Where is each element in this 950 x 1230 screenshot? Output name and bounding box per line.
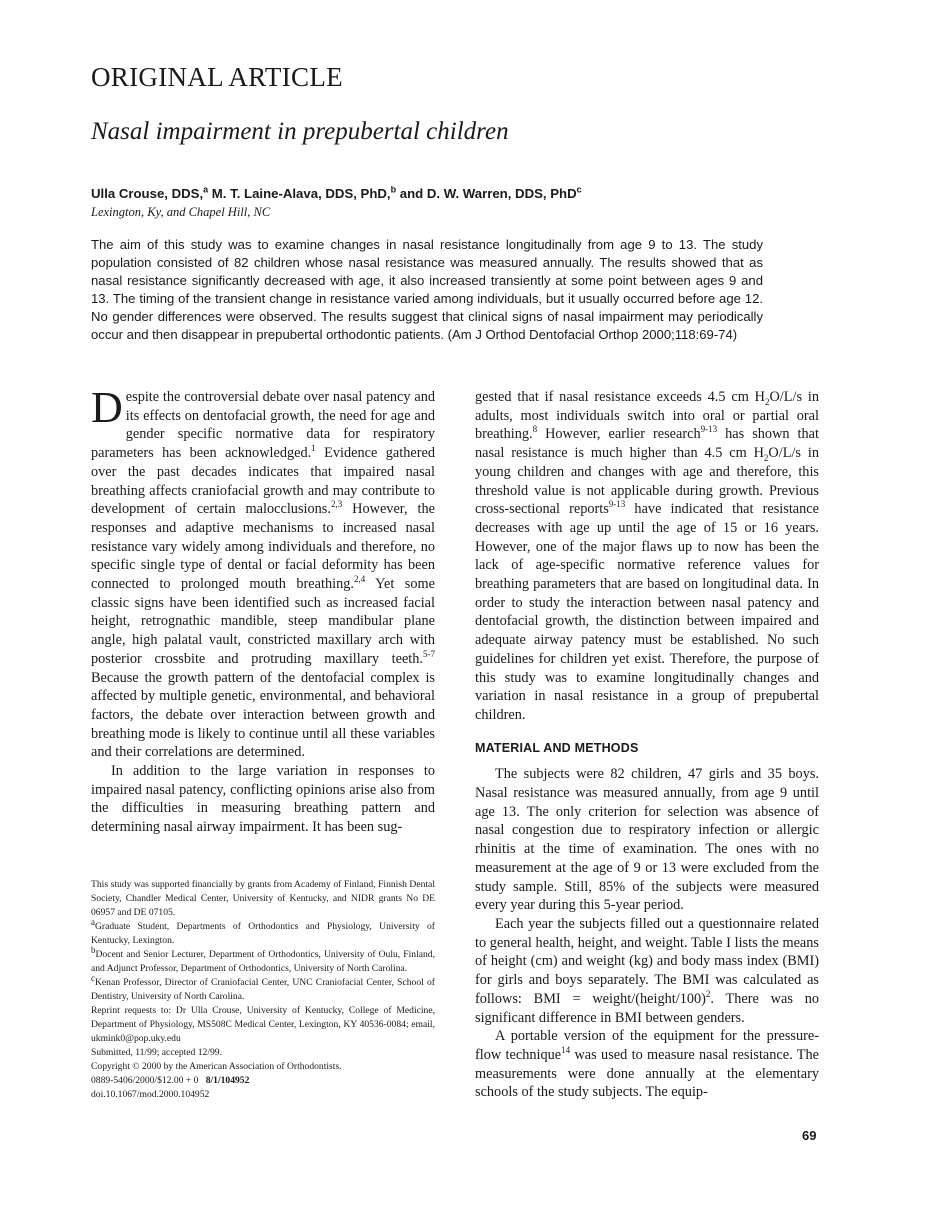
author-name: M. T. Laine-Alava, DDS, PhD, [208,186,391,201]
body-column-left [91,383,435,837]
body-paragraph: In addition to the large variation in responses to impaired nasal patency, conflicting opinions arise also from the difficulties in measuring breathing pattern and determining nasal airway impairment. It has been sug- [91,763,435,836]
author-name: and D. W. Warren, DDS, PhD [396,186,577,201]
author-list [91,186,582,201]
section-label: ORIGINAL ARTICLE [91,62,343,92]
author-mark: a [203,184,209,195]
citation-ref: 14 [561,1045,571,1056]
section-heading: MATERIAL AND METHODS [475,740,639,755]
citation-ref: 9-13 [608,499,626,510]
drop-cap: D [91,383,123,432]
doi-note: doi.10.1067/mod.2000.104952 [91,1089,210,1100]
reprint-note: Reprint requests to: Dr Ulla Crouse, University of Kentucky, College of Medicine, Department of Physiology, MS508C Medical Center, Lexington, KY 40536-0084; email, ukmink0@pop.uky.edu [91,1005,435,1044]
funding-note: This study was supported financially by grants from Academy of Finland, Finnish Dental Society, Chandler Medical Center, University of Kentucky, and NIDR grants No DE 06957 and DE 07105. [91,879,435,918]
citation-ref: 2 [705,989,711,1000]
citation-ref: 8 [532,424,538,435]
body-column-right [475,388,819,1102]
subscript: 2 [764,396,770,407]
author-mark: b [390,184,397,195]
issn-note: 0889-5406/2000/$12.00 + 0 8/1/104952 [91,1075,250,1086]
abstract: The aim of this study was to examine changes in nasal resistance longitudinally from age 9 to 13. The study population consisted of 82 children whose nasal resistance was measured annually. The results showed that as nasal resistance significantly decreased with age, it also increased transiently at some point between ages 9 and 13. The timing of the transient change in resistance varied among individuals, but it usually occurred before age 12. No gender differences were observed. The results suggest that clinical signs of nasal impairment may periodically occur and then disappear in prepubertal orthodontic patients. (Am J Orthod Dentofacial Orthop 2000;118:69-74) [91,237,763,342]
author-affiliation: Lexington, Ky, and Chapel Hill, NC [91,205,271,219]
body-paragraph: Each year the subjects filled out a questionnaire related to general health, height, and weight. Table I lists the means of height (cm) and weight (kg) and body mass index (BMI) for girls and boys separately. The BMI was calculated as follows: BMI = weight/(height/100)$^2$. There was no significant difference in BMI between genders. [475,915,819,1026]
citation-ref: 5-7 [423,649,435,660]
submitted-note: Submitted, 11/99; accepted 12/99. [91,1047,223,1058]
pii-code: 8/1/104952 [205,1075,250,1086]
footnotes [91,878,435,1102]
affiliation-note-c: $^c$Kenan Professor, Director of Craniofacial Center, UNC Craniofacial Center, School of Dentistry, University of North Carolina. [91,972,435,1002]
citation-ref: 1 [311,443,316,454]
article-title: Nasal impairment in prepubertal children [91,118,509,145]
author-name: Ulla Crouse, DDS, [91,186,204,201]
body-paragraph: gested that if nasal resistance exceeds 4.5 cm $H_2O/L/s$ in adults, most individuals switch into oral or partial oral breathing.$^8$ However, earlier research$^{9-13}$ has shown that nasal resistance is much higher than 4.5 cm $H_2O/L/s$ in young children and changes with age and therefore, this threshold value is not applicable during growth. Previous cross-sectional reports$^{9-13}$ have indicated that resistance decreases with age up until the age of 15 or 16 years. However, one of the major flaws up to now has been the lack of age-specific normative reference values for breathing parameters that are based on longitudinal data. In order to study the interaction between nasal patency and dentofacial growth, the distinction between impaired and adequate airway patency must be established. No such guidelines for children yet exist. Therefore, the purpose of this study was to examine longitudinally changes and variation in nasal resistance in a group of prepubertal children. [475,389,820,723]
affiliation-note-a: $^a$Graduate Student, Departments of Orthodontics and Physiology, University of Kentucky, Lexington. [91,916,435,946]
citation-ref: 2,4 [353,574,366,585]
author-mark: c [576,184,582,195]
copyright-note: Copyright © 2000 by the American Association of Orthodontists. [91,1061,342,1072]
citation-ref: 9-13 [700,424,718,435]
intro-paragraph: Despite the controversial debate over nasal patency and its effects on dentofacial growth, the need for age and gender specific normative data for respiratory parameters has been acknowledged.$^1$ Evidence gathered over the past decades indicates that impaired nasal breathing affects craniofacial growth and may contribute to development of certain malocclusions.$^{2,3}$ However, the responses and adaptive mechanisms to increased nasal resistance vary widely among individuals and therefore, no specific single type of dental or facial deformity has been connected to prolonged mouth breathing.$^{2,4}$ Yet some classic signs have been identified such as increased facial height, retrognathic mandible, steep mandibular plane angle, high palatal vault, constricted maxillary arch with posterior crossbite and protruding maxillary teeth.$^{5-7}$ Because the growth pattern of the dentofacial complex is affected by multiple genetic, environmental, and behavioral factors, the debate over interaction between growth and breathing mode is likely to continue until all these variables and their correlations are determined. [91,383,435,761]
page-number: 69 [802,1128,817,1143]
subscript: 2 [763,452,769,463]
citation-ref: 2,3 [330,499,343,510]
affiliation-note-b: $^b$Docent and Senior Lecturer, Department of Orthodontics, University of Oulu, Finland, and Adjunct Professor, Department of Orthodontics, University of North Carolina. [91,944,435,974]
body-paragraph: A portable version of the equipment for the pressure-flow technique$^{14}$ was used to measure nasal resistance. The measurements were done annually at the elementary schools of the study subjects. The equip- [475,1028,819,1101]
body-paragraph: The subjects were 82 children, 47 girls and 35 boys. Nasal resistance was measured annually, from age 9 until age 13. The only criterion for selection was absence of nasal congestion due to respiratory infection or allergic rhinitis at the time of examination. The ones with no measurement at the age of 9 or 13 were excluded from the study sample. Still, 85% of the subjects were measured every year during this 5-year period. [475,766,819,914]
